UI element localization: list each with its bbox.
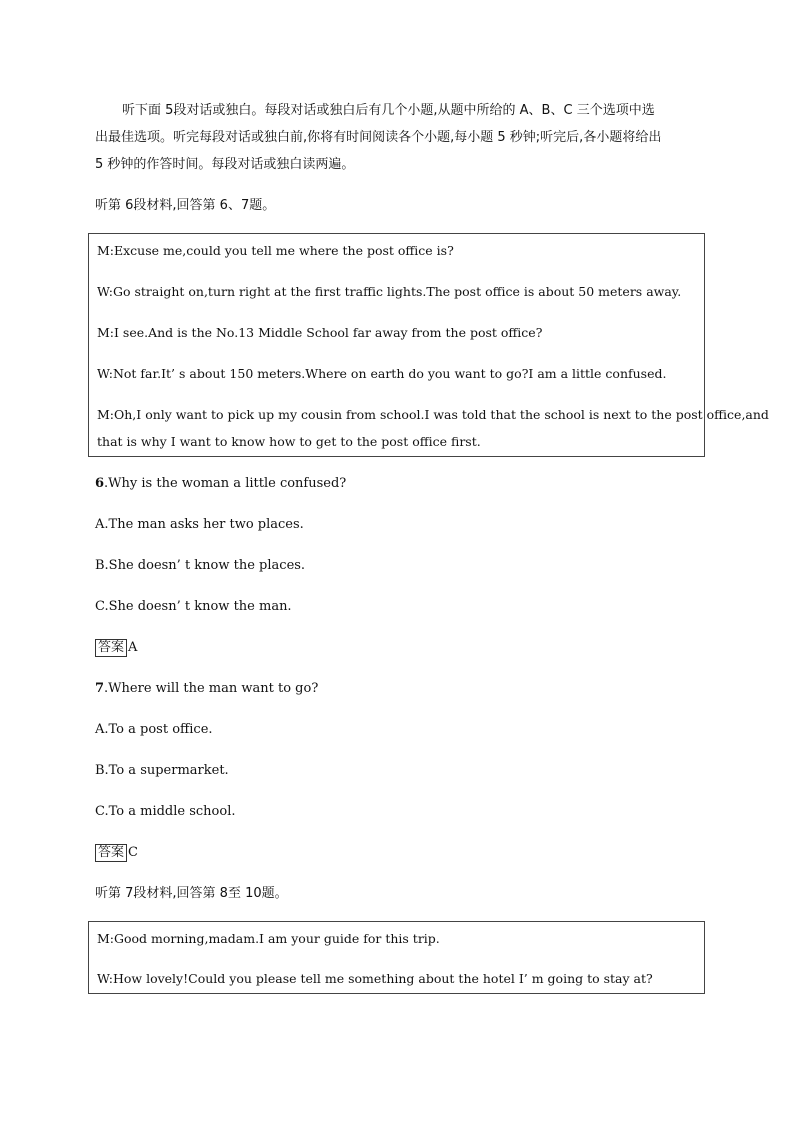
intro-line-2: 出最佳选项。听完每段对话或独白前,你将有时间阅读各个小题,每小题 5 秒钟;听完后,各小题将给出	[95, 130, 662, 145]
question-7	[95, 679, 318, 699]
dialogue-line: that is why I want to know how to get to the post office first.	[97, 434, 481, 449]
dialogue-line: W:Not far.It’ s about 150 meters.Where on earth do you want to go?I am a little confused.	[97, 366, 667, 381]
dialogue-line: W:Go straight on,turn right at the first traffic lights.The post office is about 50 meters away.	[97, 284, 682, 299]
option-a: A.To a post office.	[95, 722, 213, 737]
dialogue-line: M:I see.And is the No.13 Middle School far away from the post office?	[97, 325, 543, 340]
answer-label: 答案	[95, 639, 127, 657]
dialogue-line: W:How lovely!Could you please tell me something about the hotel I’ m going to stay at?	[97, 971, 653, 986]
section-6-header: 听第 6段材料,回答第 6、7题。	[95, 198, 276, 213]
question-number: 6	[95, 476, 105, 491]
dialogue-line: M:Excuse me,could you tell me where the post office is?	[97, 243, 454, 258]
answer-7	[95, 843, 138, 863]
section-7-header: 听第 7段材料,回答第 8至 10题。	[95, 886, 288, 901]
intro-line-1: 听下面 5段对话或独白。每段对话或独白后有几个小题,从题中所给的 A、B、C 三个选项中选	[122, 103, 655, 118]
dialogue-line: M:Oh,I only want to pick up my cousin from school.I was told that the school is next to the post office,and	[97, 407, 769, 422]
answer-value: A	[128, 640, 138, 655]
question-text: .Why is the woman a little confused?	[104, 476, 347, 491]
option-b: B.She doesn’ t know the places.	[95, 558, 306, 573]
option-b: B.To a supermarket.	[95, 763, 229, 778]
dialogue-line: M:Good morning,madam.I am your guide for this trip.	[97, 931, 440, 946]
dialogue-box-section-7	[88, 921, 705, 994]
answer-label: 答案	[95, 844, 127, 862]
option-a: A.The man asks her two places.	[95, 517, 304, 532]
question-text: .Where will the man want to go?	[104, 681, 319, 696]
option-c: C.To a middle school.	[95, 804, 236, 819]
option-c: C.She doesn’ t know the man.	[95, 599, 292, 614]
answer-6	[95, 638, 137, 658]
intro-line-3: 5 秒钟的作答时间。每段对话或独白读两遍。	[95, 157, 355, 172]
answer-value: C	[128, 845, 138, 860]
question-number: 7	[95, 681, 105, 696]
question-6	[95, 474, 346, 494]
dialogue-box-section-6	[88, 233, 769, 457]
